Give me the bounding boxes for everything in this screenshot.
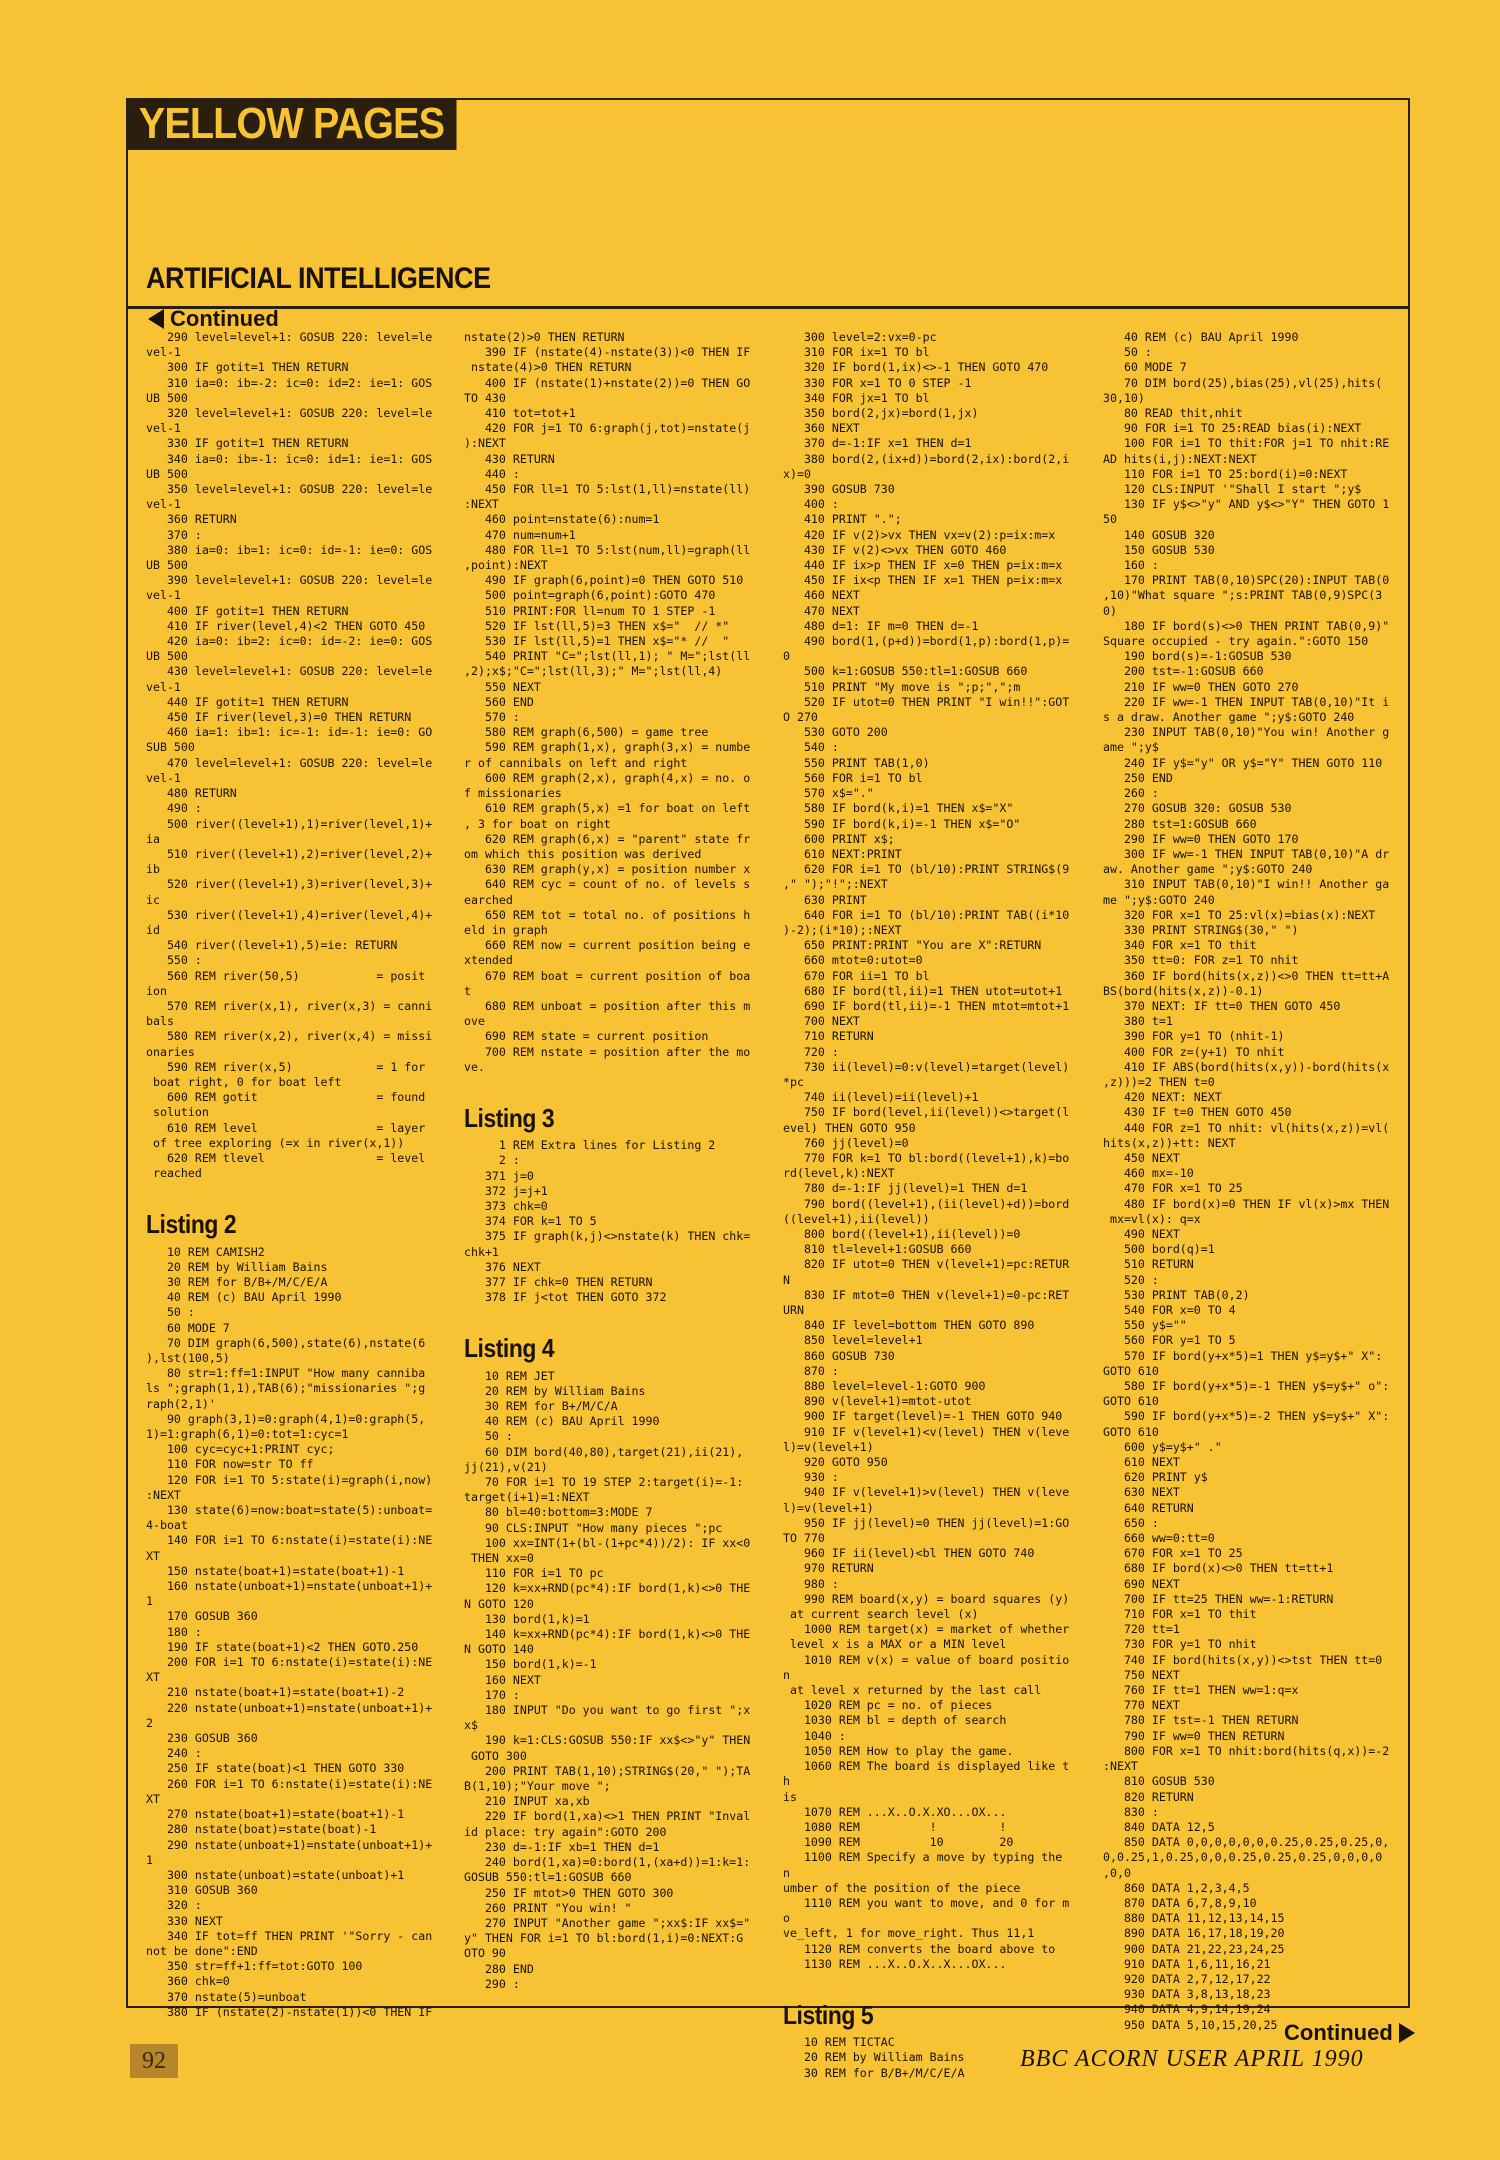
- listing-2-heading: Listing 2: [146, 1209, 237, 1240]
- listing-4-code: 10 REM JET 20 REM by William Bains 30 REM for B+/M/C/A 40 REM (c) BAU April 1990 50 : 60 DIM bord(40,80),target(21),ii(21), jj(21),v(21) 70 FOR i=1 TO 19 STEP 2:target(i)=-1: target(i+1)=1:NEXT 80 bl=40:bottom=3:MODE 7 90 CLS:INPUT "How many pieces ";pc 100 xx=INT(1+(bl-(1+pc*4))/2): IF xx<0 THEN xx=0 110 FOR i=1 TO pc 120 k=xx+RND(pc*4):IF bord(1,k)<>0 THE N GOTO 120 130 bord(1,k)=1 140 k=xx+RND(pc*4):IF bord(1,k)<>0 THE N GOTO 140 150 bord(1,k)=-1 160 NEXT 170 : 180 INPUT "Do you want to go first ";x x$ 190 k=1:CLS:GOSUB 550:IF xx$<>"y" THEN GOTO 300 200 PRINT TAB(1,10);STRING$(20," ");TA B(1,10);"Your move "; 210 INPUT xa,xb 220 IF bord(1,xa)<>1 THEN PRINT "Inval id place: try again":GOTO 200 230 d=-1:IF xb=1 THEN d=1 240 bord(1,xa)=0:bord(1,(xa+d))=1:k=1: GOSUB 550:tl=1:GOSUB 660 250 IF mtot>0 THEN GOTO 300 260 PRINT "You win! " 270 INPUT "Another game ";xx$:IF xx$=" y" THEN FOR i=1 TO bl:bord(1,i)=0:NEXT:G OTO 90 280 END 290 :: [464, 1368, 751, 1991]
- listing-5-code: 10 REM TICTAC 20 REM by William Bains 30 REM for B/B+/M/C/E/A: [803, 2035, 965, 2080]
- column-3: [783, 330, 1075, 2081]
- column-2: [464, 330, 756, 1992]
- column-1: [146, 330, 438, 2020]
- continued-top-label: Continued: [170, 306, 279, 331]
- section-title: ARTIFICIAL INTELLIGENCE: [146, 262, 491, 295]
- listing-2-code: 10 REM CAMISH2 20 REM by William Bains 30 REM for B/B+/M/C/E/A 40 REM (c) BAU April 1990 50 : 60 MODE 7 70 DIM graph(6,500),state(6),nstate(6 ),lst(100,5) 80 str=1:ff=1:INPUT "How many canniba ls ";graph(1,1),TAB(6);"missionaries ";g raph(2,1)' 90 graph(3,1)=0:graph(4,1)=0:graph(5, 1)=1:graph(6,1)=0:tot=1:cyc=1 100 cyc=cyc+1:PRINT cyc; 110 FOR now=str TO ff 120 FOR i=1 TO 5:state(i)=graph(i,now) :NEXT 130 state(6)=now:boat=state(5):unboat= 4-boat 140 FOR i=1 TO 6:nstate(i)=state(i):NE XT 150 nstate(boat+1)=state(boat+1)-1 160 nstate(unboat+1)=nstate(unboat+1)+ 1 170 GOSUB 360 180 : 190 IF state(boat+1)<2 THEN GOTO.250 200 FOR i=1 TO 6:nstate(i)=state(i):NE XT 210 nstate(boat+1)=state(boat+1)-2 220 nstate(unboat+1)=nstate(unboat+1)+2 230 GOSUB 360 240 : 250 IF state(boat)<1 THEN GOTO 330 260 FOR i=1 TO 6:nstate(i)=state(i):NE XT 270 nstate(boat+1)=state(boat+1)-1 280 nstate(boat)=state(boat)-1 290 nstate(unboat+1)=nstate(unboat+1)+1 300 nstate(unboat)=state(unboat)+1 310 GOSUB 360 320 : 330 NEXT 340 IF tot=ff THEN PRINT '"Sorry - can not be done":END 350 str=ff+1:ff=tot:GOTO 100 360 chk=0 370 nstate(5)=unboat 380 IF (nstate(2)-nstate(1))<0 THEN IF: [146, 1244, 433, 2019]
- listing-1-continued-code: 290 level=level+1: GOSUB 220: level=le vel-1 300 IF gotit=1 THEN RETURN 310 ia=0: ib=-2: ic=0: id=2: ie=1: GOS UB 500 320 level=level+1: GOSUB 220: level=le vel-1 330 IF gotit=1 THEN RETURN 340 ia=0: ib=-1: ic=0: id=1: ie=1: GOS UB 500 350 level=level+1: GOSUB 220: level=le vel-1 360 RETURN 370 : 380 ia=0: ib=1: ic=0: id=-1: ie=0: GOS UB 500 390 level=level+1: GOSUB 220: level=le vel-1 400 IF gotit=1 THEN RETURN 410 IF river(level,4)<2 THEN GOTO 450 420 ia=0: ib=2: ic=0: id=-2: ie=0: GOS UB 500 430 level=level+1: GOSUB 220: level=le vel-1 440 IF gotit=1 THEN RETURN 450 IF river(level,3)=0 THEN RETURN 460 ia=1: ib=1: ic=-1: id=-1: ie=0: GO SUB 500 470 level=level+1: GOSUB 220: level=le vel-1 480 RETURN 490 : 500 river((level+1),1)=river(level,1)+ ia 510 river((level+1),2)=river(level,2)+ ib 520 river((level+1),3)=river(level,3)+ ic 530 river((level+1),4)=river(level,4)+ id 540 river((level+1),5)=ie: RETURN 550 : 560 REM river(50,5) = posit ion 570 REM river(x,1), river(x,3) = canni bals 580 REM river(x,2), river(x,4) = missi onaries 590 REM river(x,5) = 1 for boat right, 0 for boat left 600 REM gotit = found solution 610 REM level = layer of tree exploring (=x in river(x,1)) 620 REM tlevel = level reached: [146, 330, 433, 1181]
- arrow-right-icon: [1399, 2023, 1415, 2043]
- listing-5-code-continued: 40 REM (c) BAU April 1990 50 : 60 MODE 7 70 DIM bord(25),bias(25),vl(25),hits( 30,10) 80 READ thit,nhit 90 FOR i=1 TO 25:READ bias(i):NEXT 100 FOR i=1 TO thit:FOR j=1 TO nhit:RE AD hits(i,j):NEXT:NEXT 110 FOR i=1 TO 25:bord(i)=0:NEXT 120 CLS:INPUT '"Shall I start ";y$ 130 IF y$<>"y" AND y$<>"Y" THEN GOTO 1 50 140 GOSUB 320 150 GOSUB 530 160 : 170 PRINT TAB(0,10)SPC(20):INPUT TAB(0 ,10)"What square ";s:PRINT TAB(0,9)SPC(3 0) 180 IF bord(s)<>0 THEN PRINT TAB(0,9)" Square occupied - try again.":GOTO 150 190 bord(s)=-1:GOSUB 530 200 tst=-1:GOSUB 660 210 IF ww=0 THEN GOTO 270 220 IF ww=-1 THEN INPUT TAB(0,10)"It i s a draw. Another game ";y$:GOTO 240 230 INPUT TAB(0,10)"You win! Another g ame ";y$ 240 IF y$="y" OR y$="Y" THEN GOTO 110 250 END 260 : 270 GOSUB 320: GOSUB 530 280 tst=1:GOSUB 660 290 IF ww=0 THEN GOTO 170 300 IF ww=-1 THEN INPUT TAB(0,10)"A dr aw. Another game ";y$:GOTO 240 310 INPUT TAB(0,10)"I win!! Another ga me ";y$:GOTO 240 320 FOR x=1 TO 25:vl(x)=bias(x):NEXT 330 PRINT STRING$(30," ") 340 FOR x=1 TO thit 350 tt=0: FOR z=1 TO nhit 360 IF bord(hits(x,z))<>0 THEN tt=tt+A BS(bord(hits(x,z))-0.1) 370 NEXT: IF tt=0 THEN GOTO 450 380 t=1 390 FOR y=1 TO (nhit-1) 400 FOR z=(y+1) TO nhit 410 IF ABS(bord(hits(x,y))-bord(hits(x ,z)))=2 THEN t=0 420 NEXT: NEXT 430 IF t=0 THEN GOTO 450 440 FOR z=1 TO nhit: vl(hits(x,z))=vl( hits(x,z))+tt: NEXT 450 NEXT 460 mx=-10 470 FOR x=1 TO 25 480 IF bord(x)=0 THEN IF vl(x)>mx THEN mx=vl(x): q=x 490 NEXT 500 bord(q)=1 510 RETURN 520 : 530 PRINT TAB(0,2) 540 FOR x=0 TO 4 550 y$="" 560 FOR y=1 TO 5 570 IF bord(y+x*5)=1 THEN y$=y$+" X": GOTO 610 580 IF bord(y+x*5)=-1 THEN y$=y$+" o": GOTO 610 590 IF bord(y+x*5)=-2 THEN y$=y$+" X": GOTO 610 600 y$=y$+" ." 610 NEXT 620 PRINT y$ 630 NEXT 640 RETURN 650 : 660 ww=0:tt=0 670 FOR x=1 TO 25 680 IF bord(x)<>0 THEN tt=tt+1 690 NEXT 700 IF tt=25 THEN ww=-1:RETURN 710 FOR x=1 TO thit 720 tt=1 730 FOR y=1 TO nhit 740 IF bord(hits(x,y))<>tst THEN tt=0 750 NEXT 760 IF tt=1 THEN ww=1:q=x 770 NEXT 780 IF tst=-1 THEN RETURN 790 IF ww=0 THEN RETURN 800 FOR x=1 TO nhit:bord(hits(q,x))=-2 :NEXT 810 GOSUB 530 820 RETURN 830 : 840 DATA 12,5 850 DATA 0,0,0,0,0,0,0.25,0.25,0.25,0, 0,0.25,1,0.25,0,0,0.25,0.25,0.25,0,0,0,0 ,0,0 860 DATA 1,2,3,4,5 870 DATA 6,7,8,9,10 880 DATA 11,12,13,14,15 890 DATA 16,17,18,19,20 900 DATA 21,22,23,24,25 910 DATA 1,6,11,16,21 920 DATA 2,7,12,17,22 930 DATA 3,8,13,18,23 940 DATA 4,9,14,19,24 950 DATA 5,10,15,20,25: [1103, 330, 1390, 2032]
- page-number: 92: [130, 2044, 178, 2078]
- listing-4-code-continued: 300 level=2:vx=0-pc 310 FOR ix=1 TO bl 320 IF bord(1,ix)<>-1 THEN GOTO 470 330 FOR x=1 TO 0 STEP -1 340 FOR jx=1 TO bl 350 bord(2,jx)=bord(1,jx) 360 NEXT 370 d=-1:IF x=1 THEN d=1 380 bord(2,(ix+d))=bord(2,ix):bord(2,i x)=0 390 GOSUB 730 400 : 410 PRINT "."; 420 IF v(2)>vx THEN vx=v(2):p=ix:m=x 430 IF v(2)<>vx THEN GOTO 460 440 IF ix>p THEN IF x=0 THEN p=ix:m=x 450 IF ix<p THEN IF x=1 THEN p=ix:m=x 460 NEXT 470 NEXT 480 d=1: IF m=0 THEN d=-1 490 bord(1,(p+d))=bord(1,p):bord(1,p)= 0 500 k=1:GOSUB 550:tl=1:GOSUB 660 510 PRINT "My move is ";p;",";m 520 IF utot=0 THEN PRINT "I win!!":GOT O 270 530 GOTO 200 540 : 550 PRINT TAB(1,0) 560 FOR i=1 TO bl 570 x$="." 580 IF bord(k,i)=1 THEN x$="X" 590 IF bord(k,i)=-1 THEN x$="O" 600 PRINT x$; 610 NEXT:PRINT 620 FOR i=1 TO (bl/10):PRINT STRING$(9 ," ");"!";:NEXT 630 PRINT 640 FOR i=1 TO (bl/10):PRINT TAB((i*10 )-2);(i*10);:NEXT 650 PRINT:PRINT "You are X":RETURN 660 mtot=0:utot=0 670 FOR ii=1 TO bl 680 IF bord(tl,ii)=1 THEN utot=utot+1 690 IF bord(tl,ii)=-1 THEN mtot=mtot+1 700 NEXT 710 RETURN 720 : 730 ii(level)=0:v(level)=target(level) *pc 740 ii(level)=ii(level)+1 750 IF bord(level,ii(level))<>target(l evel) THEN GOTO 950 760 jj(level)=0 770 FOR k=1 TO bl:bord((level+1),k)=bo rd(level,k):NEXT 780 d=-1:IF jj(level)=1 THEN d=1 790 bord((level+1),(ii(level)+d))=bord ((level+1),ii(level)) 800 bord((level+1),ii(level))=0 810 tl=level+1:GOSUB 660 820 IF utot=0 THEN v(level+1)=pc:RETUR N 830 IF mtot=0 THEN v(level+1)=0-pc:RET URN 840 IF level=bottom THEN GOTO 890 850 level=level+1 860 GOSUB 730 870 : 880 level=level-1:GOTO 900 890 v(level+1)=mtot-utot 900 IF target(level)=-1 THEN GOTO 940 910 IF v(level+1)<v(level) THEN v(leve l)=v(level+1) 920 GOTO 950 930 : 940 IF v(level+1)>v(level) THEN v(leve l)=v(level+1) 950 IF jj(level)=0 THEN jj(level)=1:GO TO 770 960 IF ii(level)<bl THEN GOTO 740 970 RETURN 980 : 990 REM board(x,y) = board squares (y) at current search level (x) 1000 REM target(x) = market of whether level x is a MAX or a MIN level 1010 REM v(x) = value of board position at level x returned by the last call 1020 REM pc = no. of pieces 1030 REM bl = depth of search 1040 : 1050 REM How to play the game. 1060 REM The board is displayed like th is 1070 REM ...X..O.X.XO...OX... 1080 REM ! ! 1090 REM 10 20 1100 REM Specify a move by typing the n umber of the position of the piece 1110 REM you want to move, and 0 for mo ve_left, 1 for move_right. Thus 11,1 1120 REM converts the board above to 1130 REM ...X..O.X..X...OX...: [783, 330, 1070, 1971]
- section-divider: [126, 306, 1410, 309]
- yellow-pages-banner: YELLOW PAGES: [128, 100, 457, 150]
- publication-footer: BBC ACORN USER APRIL 1990: [1020, 2046, 1364, 2072]
- listing-3-code: 1 REM Extra lines for Listing 2 2 : 371 j=0 372 j=j+1 373 chk=0 374 FOR k=1 TO 5 375 IF graph(k,j)<>nstate(k) THEN chk= chk+1 376 NEXT 377 IF chk=0 THEN RETURN 378 IF j<tot THEN GOTO 372: [464, 1138, 751, 1305]
- continued-top: [148, 306, 279, 332]
- listing-2-code-continued: nstate(2)>0 THEN RETURN 390 IF (nstate(4)-nstate(3))<0 THEN IF nstate(4)>0 THEN RETURN 400 IF (nstate(1)+nstate(2))=0 THEN GO TO 430 410 tot=tot+1 420 FOR j=1 TO 6:graph(j,tot)=nstate(j ):NEXT 430 RETURN 440 : 450 FOR ll=1 TO 5:lst(1,ll)=nstate(ll) :NEXT 460 point=nstate(6):num=1 470 num=num+1 480 FOR ll=1 TO 5:lst(num,ll)=graph(ll ,point):NEXT 490 IF graph(6,point)=0 THEN GOTO 510 500 point=graph(6,point):GOTO 470 510 PRINT:FOR ll=num TO 1 STEP -1 520 IF lst(ll,5)=3 THEN x$=" // *" 530 IF lst(ll,5)=1 THEN x$="* // " 540 PRINT "C=";lst(ll,1); " M=";lst(ll ,2);x$;"C=";lst(ll,3);" M=";lst(ll,4) 550 NEXT 560 END 570 : 580 REM graph(6,500) = game tree 590 REM graph(1,x), graph(3,x) = numbe r of cannibals on left and right 600 REM graph(2,x), graph(4,x) = no. o f missionaries 610 REM graph(5,x) =1 for boat on left , 3 for boat on right 620 REM graph(6,x) = "parent" state fr om which this position was derived 630 REM graph(y,x) = position number x 640 REM cyc = count of no. of levels s earched 650 REM tot = total no. of positions h eld in graph 660 REM now = current position being e xtended 670 REM boat = current position of boa t 680 REM unboat = position after this m ove 690 REM state = current position 700 REM nstate = position after the mo ve.: [464, 330, 751, 1074]
- arrow-left-icon: [148, 309, 164, 329]
- continued-bottom: [1284, 2020, 1415, 2046]
- column-4: [1103, 330, 1395, 2033]
- listing-3-heading: Listing 3: [464, 1102, 555, 1133]
- listing-4-heading: Listing 4: [464, 1333, 555, 1364]
- continued-bottom-label: Continued: [1284, 2020, 1393, 2045]
- listing-5-heading: Listing 5: [783, 1999, 874, 2030]
